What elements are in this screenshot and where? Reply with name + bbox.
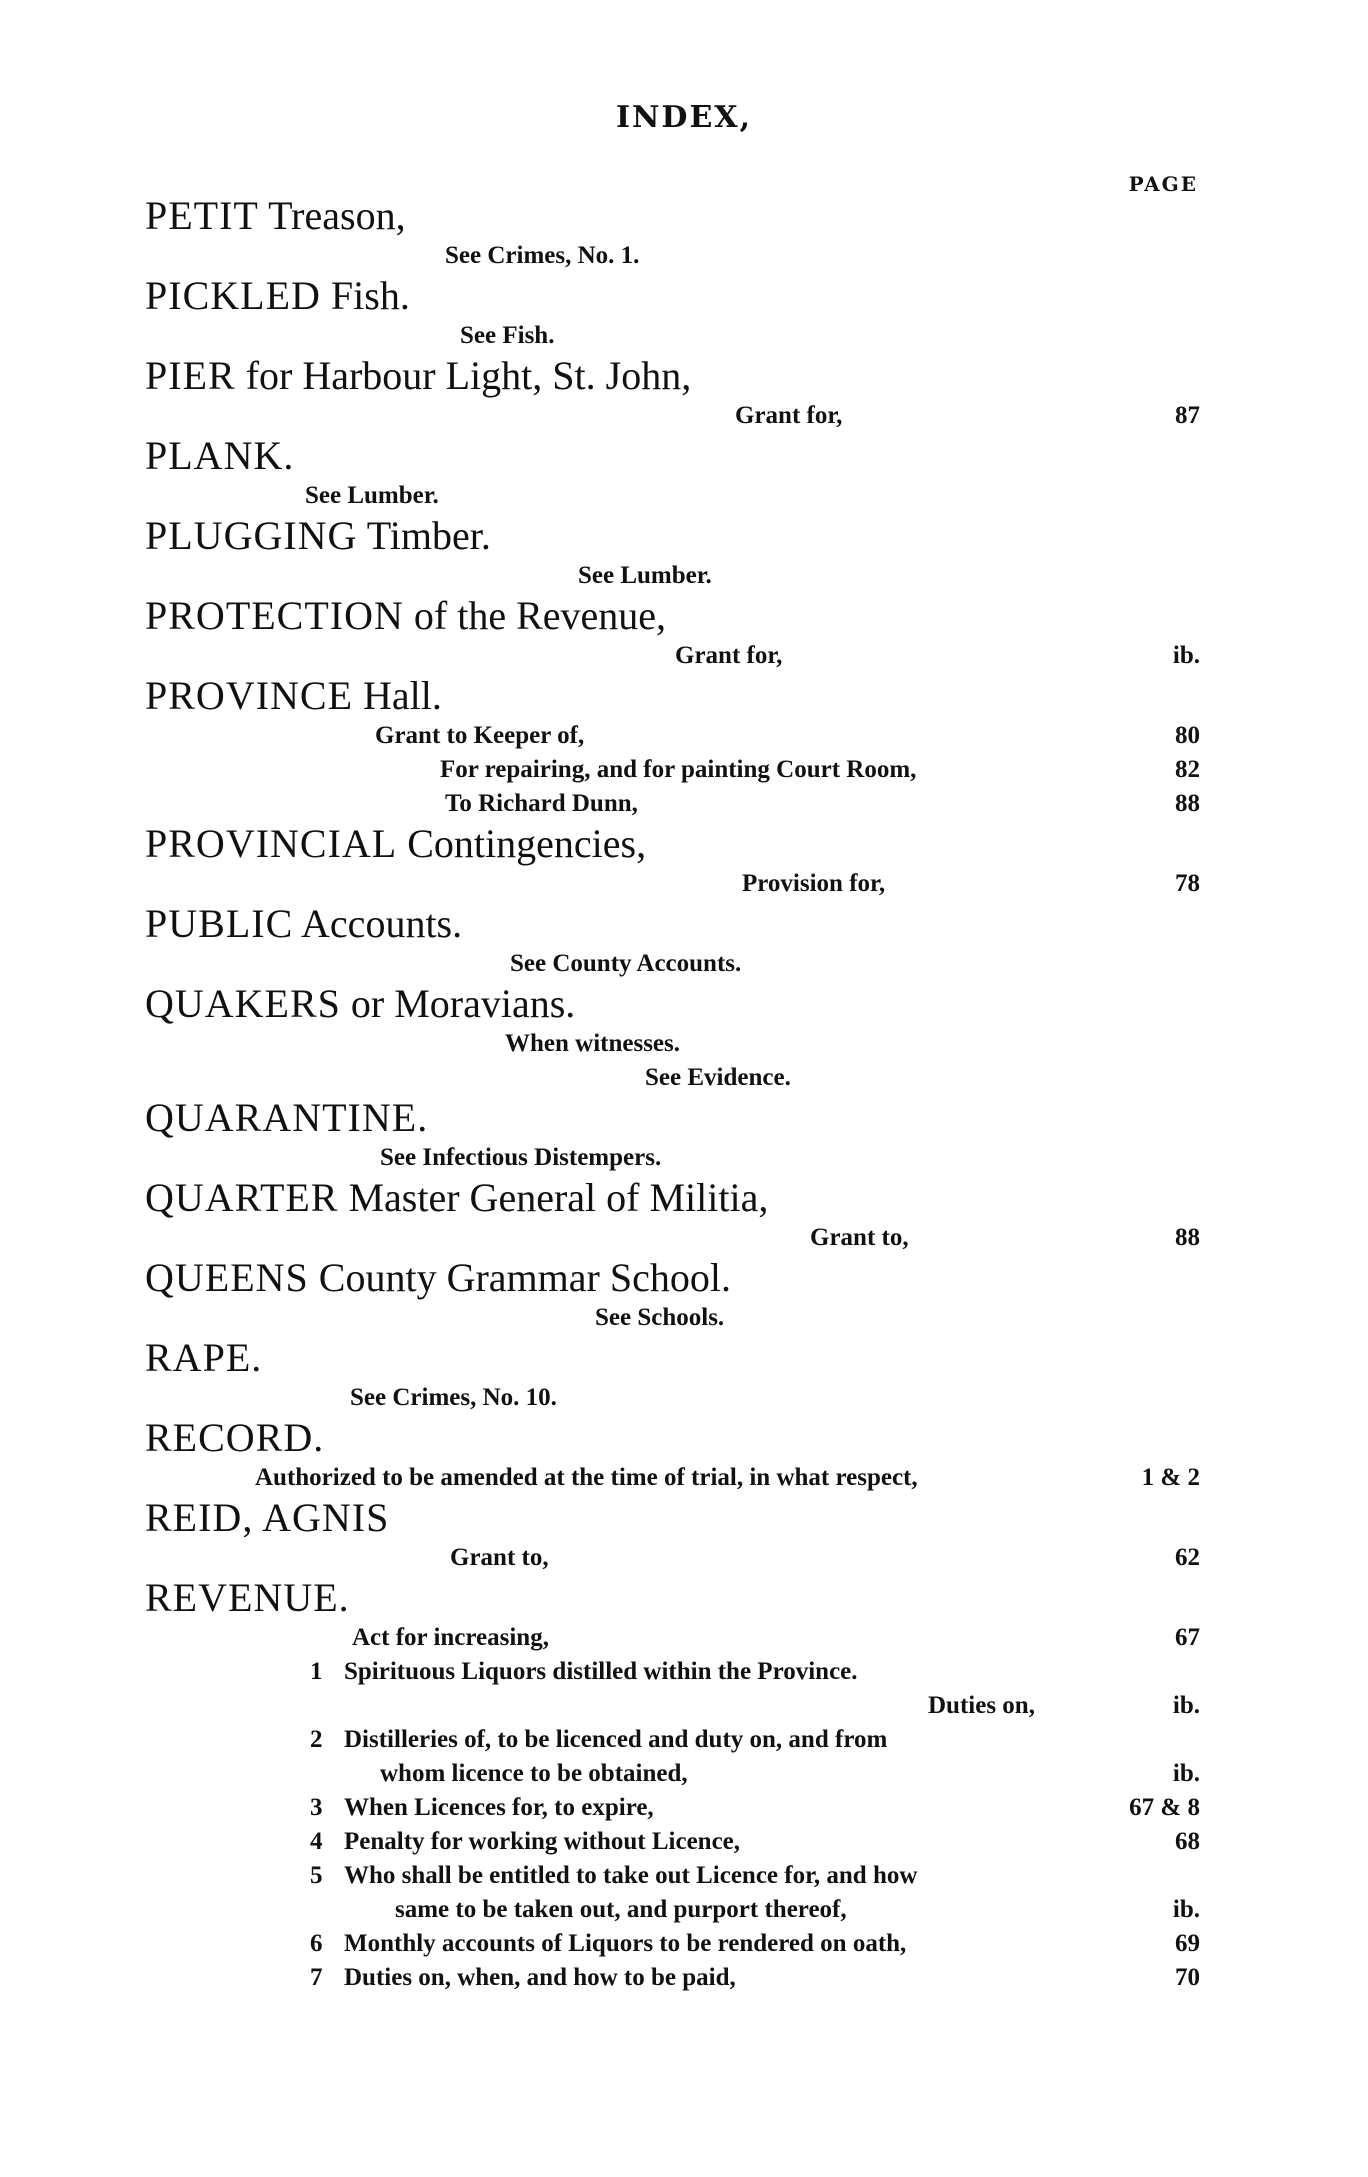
index-subentry: [310, 1860, 917, 1892]
index-subentry-row: [0, 1140, 1368, 1174]
index-heading-row: [0, 352, 1368, 398]
heading-keyword: PLUGGING: [145, 513, 358, 558]
index-subentry-row: [0, 1756, 1368, 1790]
index-heading: [145, 352, 691, 400]
heading-rest: Hall.: [353, 673, 442, 718]
index-heading: [145, 432, 294, 480]
index-subentry: [595, 1302, 724, 1334]
index-heading: [145, 672, 442, 720]
index-subentry-row: [0, 318, 1368, 352]
index-heading: [145, 1334, 262, 1382]
index-subentry-row: [0, 1858, 1368, 1892]
heading-keyword: PIER: [145, 353, 236, 398]
index-subentry: [675, 640, 782, 672]
index-subentry: [445, 788, 638, 820]
index-subentry-row: [0, 638, 1368, 672]
subentry-text: Grant for,: [735, 402, 843, 429]
index-subentry-row: [0, 946, 1368, 980]
subentry-text: See Lumber.: [305, 482, 439, 509]
index-heading-row: [0, 1494, 1368, 1540]
page-reference: 70: [1175, 1964, 1200, 1991]
page-reference: ib.: [1172, 642, 1200, 669]
index-subentry-row: [0, 866, 1368, 900]
index-heading-row: [0, 512, 1368, 558]
index-subentry-row: [0, 478, 1368, 512]
page-reference: 78: [1175, 870, 1200, 897]
index-subentry: [742, 868, 885, 900]
subentry-text: Grant for,: [675, 642, 783, 669]
index-subentry-row: [0, 786, 1368, 820]
subentry-text: same to be taken out, and purport thereof,: [395, 1896, 847, 1923]
heading-rest: County Grammar School.: [308, 1255, 731, 1300]
subentry-text: Authorized to be amended at the time of trial, in what respect,: [255, 1464, 918, 1491]
heading-rest: Master General of Militia,: [338, 1175, 769, 1220]
index-subentry: [645, 1062, 791, 1094]
index-subentry-row: [0, 1220, 1368, 1254]
index-subentry: [810, 1222, 909, 1254]
subentry-text: See Infectious Distempers.: [380, 1144, 662, 1171]
clause-number: 5: [310, 1862, 323, 1889]
subentry-text: For repairing, and for painting Court Room,: [440, 756, 917, 783]
page-reference: 67 & 8: [1129, 1794, 1200, 1821]
subentry-text: Act for increasing,: [352, 1624, 549, 1651]
heading-keyword: PROTECTION: [145, 593, 404, 638]
index-heading-row: [0, 432, 1368, 478]
index-subentry-row: [0, 398, 1368, 432]
heading-keyword: PROVINCIAL: [145, 821, 398, 866]
heading-rest: Accounts.: [293, 901, 463, 946]
index-heading-row: [0, 1414, 1368, 1460]
index-subentry: [578, 560, 712, 592]
index-heading-row: [0, 1334, 1368, 1380]
page-column-label: PAGE: [1128, 172, 1198, 196]
index-subentry: [928, 1690, 1035, 1722]
subentry-text: See Fish.: [460, 322, 555, 349]
index-subentry: [375, 720, 584, 752]
index-subentry-row: [0, 1892, 1368, 1926]
index-subentry: [255, 1462, 918, 1494]
page-reference: 68: [1175, 1828, 1200, 1855]
clause-number: 1: [310, 1658, 323, 1685]
heading-keyword: PICKLED: [145, 273, 321, 318]
subentry-text: See Crimes, No. 1.: [445, 242, 640, 269]
subentry-text: When witnesses.: [505, 1030, 681, 1057]
index-subentry-row: [0, 1926, 1368, 1960]
index-subentry: [380, 1142, 661, 1174]
index-subentry: [445, 240, 639, 272]
heading-keyword: PETIT: [145, 193, 259, 238]
heading-rest: Fish.: [320, 273, 410, 318]
index-subentry-row: [0, 1460, 1368, 1494]
subentry-text: See County Accounts.: [510, 950, 742, 977]
subentry-text: whom licence to be obtained,: [380, 1760, 688, 1787]
page-reference: 88: [1175, 790, 1200, 817]
index-heading-row: [0, 980, 1368, 1026]
index-subentry: [440, 754, 916, 786]
subentry-text: When Licences for, to expire,: [344, 1794, 654, 1821]
subentry-text: Grant to,: [810, 1224, 909, 1251]
index-subentry: [310, 1656, 858, 1688]
heading-keyword: QUARTER: [145, 1175, 339, 1220]
subentry-text: Penalty for working without Licence,: [344, 1828, 741, 1855]
subentry-text: Provision for,: [742, 870, 886, 897]
index-heading: [145, 192, 406, 240]
index-heading: [145, 512, 491, 560]
index-subentry: [395, 1894, 847, 1926]
index-subentry-row: [0, 1654, 1368, 1688]
heading-keyword: RAPE.: [145, 1335, 263, 1380]
index-subentry: [352, 1622, 549, 1654]
page-reference: ib.: [1172, 1896, 1200, 1923]
index-subentry-row: [0, 1620, 1368, 1654]
index-subentry-row: [0, 1540, 1368, 1574]
index-subentry: [310, 1962, 736, 1994]
index-heading: [145, 1174, 768, 1222]
heading-rest: or Moravians.: [340, 981, 576, 1026]
index-heading-row: [0, 900, 1368, 946]
index-subentry-row: [0, 1960, 1368, 1994]
heading-rest: of the Revenue,: [403, 593, 667, 638]
heading-keyword: REID, AGNIS: [145, 1495, 390, 1540]
page-reference: ib.: [1172, 1760, 1200, 1787]
index-heading-row: [0, 192, 1368, 238]
index-subentry: [310, 1792, 654, 1824]
index-subentry: [310, 1826, 740, 1858]
clause-number: 7: [310, 1964, 323, 1991]
index-subentry-row: [0, 1026, 1368, 1060]
index-heading: [145, 1254, 731, 1302]
index-subentry-row: [0, 1688, 1368, 1722]
index-subentry: [310, 1724, 887, 1756]
index-heading-row: [0, 672, 1368, 718]
index-heading-row: [0, 1094, 1368, 1140]
running-head: INDEX,: [615, 100, 753, 135]
index-subentry-row: [0, 238, 1368, 272]
index-heading-row: [0, 1254, 1368, 1300]
subentry-text: Spirituous Liquors distilled within the Province.: [344, 1658, 858, 1685]
subentry-text: Duties on, when, and how to be paid,: [344, 1964, 736, 1991]
index-heading: [145, 592, 666, 640]
page-reference: 67: [1175, 1624, 1200, 1651]
heading-rest: for Harbour Light, St. John,: [235, 353, 692, 398]
index-heading: [145, 1414, 324, 1462]
index-subentry-row: [0, 1722, 1368, 1756]
heading-keyword: PLANK.: [145, 433, 295, 478]
index-subentry-row: [0, 1300, 1368, 1334]
subentry-text: Distilleries of, to be licenced and duty on, and from: [344, 1726, 888, 1753]
heading-keyword: RECORD.: [145, 1415, 325, 1460]
page-reference: 87: [1175, 402, 1200, 429]
subentry-text: To Richard Dunn,: [445, 790, 638, 817]
index-entries: [0, 192, 1368, 1994]
page-reference: 62: [1175, 1544, 1200, 1571]
subentry-text: Grant to Keeper of,: [375, 722, 585, 749]
index-heading: [145, 1574, 350, 1622]
index-subentry: [310, 1928, 906, 1960]
heading-keyword: QUARANTINE.: [145, 1095, 429, 1140]
subentry-text: See Lumber.: [578, 562, 712, 589]
index-heading-row: [0, 1174, 1368, 1220]
index-subentry-row: [0, 558, 1368, 592]
page-reference: 80: [1175, 722, 1200, 749]
index-subentry: [505, 1028, 680, 1060]
index-subentry-row: [0, 752, 1368, 786]
heading-keyword: PROVINCE: [145, 673, 354, 718]
index-heading-row: [0, 272, 1368, 318]
subentry-text: Who shall be entitled to take out Licence for, and how: [344, 1862, 918, 1889]
index-subentry-row: [0, 1380, 1368, 1414]
index-subentry: [350, 1382, 557, 1414]
page-reference: ib.: [1172, 1692, 1200, 1719]
index-subentry-row: [0, 1060, 1368, 1094]
clause-number: 2: [310, 1726, 323, 1753]
index-heading-row: [0, 592, 1368, 638]
index-subentry: [510, 948, 741, 980]
page-reference: 1 & 2: [1141, 1464, 1200, 1491]
index-heading: [145, 820, 646, 868]
subentry-text: Grant to,: [450, 1544, 549, 1571]
page-reference: 88: [1175, 1224, 1200, 1251]
index-heading: [145, 980, 575, 1028]
index-heading: [145, 272, 410, 320]
subentry-text: Monthly accounts of Liquors to be rendered on oath,: [344, 1930, 907, 1957]
clause-number: 4: [310, 1828, 323, 1855]
page-reference: 69: [1175, 1930, 1200, 1957]
index-heading: [145, 900, 462, 948]
heading-rest: Timber.: [357, 513, 491, 558]
clause-number: 3: [310, 1794, 323, 1821]
subentry-text: See Crimes, No. 10.: [350, 1384, 557, 1411]
heading-keyword: PUBLIC: [145, 901, 294, 946]
page-reference: 82: [1175, 756, 1200, 783]
heading-keyword: QUEENS: [145, 1255, 309, 1300]
index-subentry: [380, 1758, 688, 1790]
index-heading-row: [0, 1574, 1368, 1620]
index-subentry-row: [0, 1790, 1368, 1824]
index-subentry-row: [0, 1824, 1368, 1858]
heading-rest: Contingencies,: [397, 821, 647, 866]
index-subentry: [460, 320, 554, 352]
index-subentry: [450, 1542, 549, 1574]
index-heading-row: [0, 820, 1368, 866]
index-heading: [145, 1094, 428, 1142]
subentry-text: See Schools.: [595, 1304, 725, 1331]
heading-rest: Treason,: [258, 193, 406, 238]
index-subentry: [735, 400, 842, 432]
heading-keyword: REVENUE.: [145, 1575, 350, 1620]
index-subentry-row: [0, 718, 1368, 752]
subentry-text: See Evidence.: [645, 1064, 791, 1091]
index-subentry: [305, 480, 439, 512]
subentry-text: Duties on,: [928, 1692, 1035, 1719]
heading-keyword: QUAKERS: [145, 981, 341, 1026]
index-heading: [145, 1494, 389, 1542]
clause-number: 6: [310, 1930, 323, 1957]
